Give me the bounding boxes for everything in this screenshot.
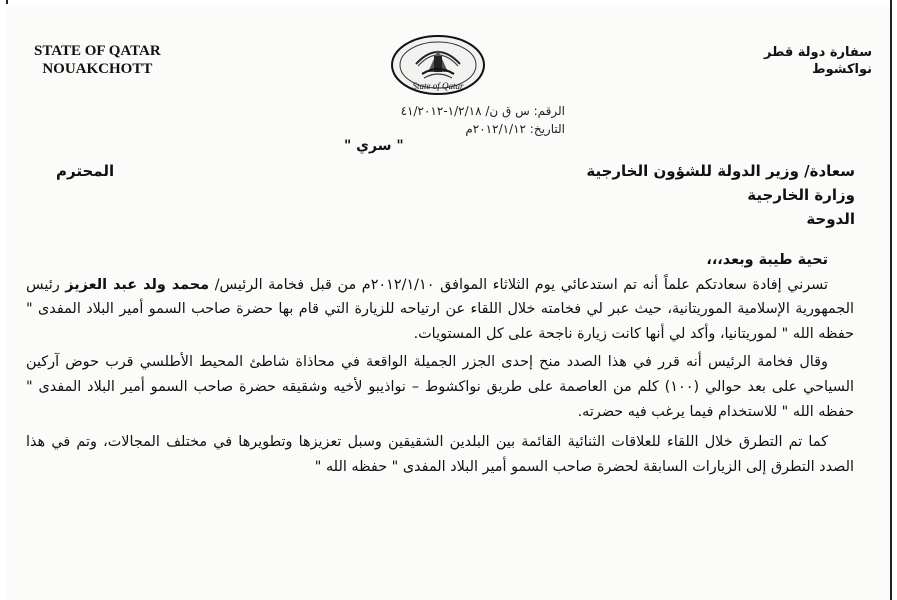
addressee-honorific: المحترم (56, 162, 115, 180)
addressee-ministry: وزارة الخارجية (747, 186, 855, 204)
qatar-emblem-icon (378, 34, 498, 96)
classification-label: " سري " (344, 138, 404, 154)
letterhead-arabic (764, 44, 872, 78)
reference-block (401, 102, 565, 138)
paragraph-1-start: تسرني إفادة سعادتكم علماً أنه تم استدعائي يوم الثلاثاء الموافق ٢٠١٢/١/١٠م من قبل فخامة الرئيس/ (209, 276, 829, 293)
letterhead-embassy-ar: سفارة دولة قطر (763, 45, 872, 60)
paragraph-1-end: رئيس الجمهورية الإسلامية الموريتانية، حيث عبر لي فخامته خلال اللقاء عن ارتياحه للزيارة التي قام بها حضرة صاحب السمو أمير البلاد المفدى " حفظه الله " لموريتانيا، وأكد لي أنها كانت زيارة ناجحة على كل المستويات. (26, 276, 854, 342)
letterhead-city-ar: نواكشوط (812, 62, 872, 77)
emblem-caption: State of Qatar (412, 81, 464, 91)
letter-page (6, 4, 890, 600)
reference-date: التاريخ: ٢٠١٢/١/١٢م (465, 122, 565, 136)
addressee-block (56, 162, 855, 234)
paragraph-1 (26, 273, 854, 347)
president-name: محمد ولد عبد العزيز (65, 276, 210, 293)
letterhead-state-name: STATE OF QATAR (34, 43, 161, 59)
letterhead-city: NOUAKCHOTT (42, 61, 153, 77)
paragraph-2: وقال فخامة الرئيس أنه قرر في هذا الصدد منح إحدى الجزر الجميلة الواقعة في محاذاة شاطئ المحيط الأطلسي قرب حوض آركين السياحي على بعد حوالي (١٠٠) كلم من العاصمة على طريق نواكشوط – نواذيبو لأخيه وشقيقه حضرة صاحب السمو أمير البلاد المفدى " حفظه الله " للاستخدام فيما يرغب فيه حضرته. (26, 354, 854, 420)
addressee-title: سعادة/ وزير الدولة للشؤون الخارجية (586, 162, 855, 180)
paragraph-3: كما تم التطرق خلال اللقاء للعلاقات الثنائية القائمة بين البلدين الشقيقين وسبل تعزيزها وتطويرها في مختلف المجالات، وتم في هذا الصدد التطرق إلى الزيارات السابقة لحضرة صاحب السمو أمير البلاد المفدى " حفظه الله " (26, 434, 854, 475)
reference-number: الرقم: س ق ن/ ١/٢/١٨-٤١/٢٠١٢ (400, 104, 565, 118)
greeting: تحية طيبة وبعد،،، (706, 252, 828, 268)
addressee-city: الدوحة (806, 210, 855, 228)
letterhead-english (34, 42, 161, 78)
page-frame-right (890, 0, 892, 600)
letter-body (26, 248, 854, 479)
